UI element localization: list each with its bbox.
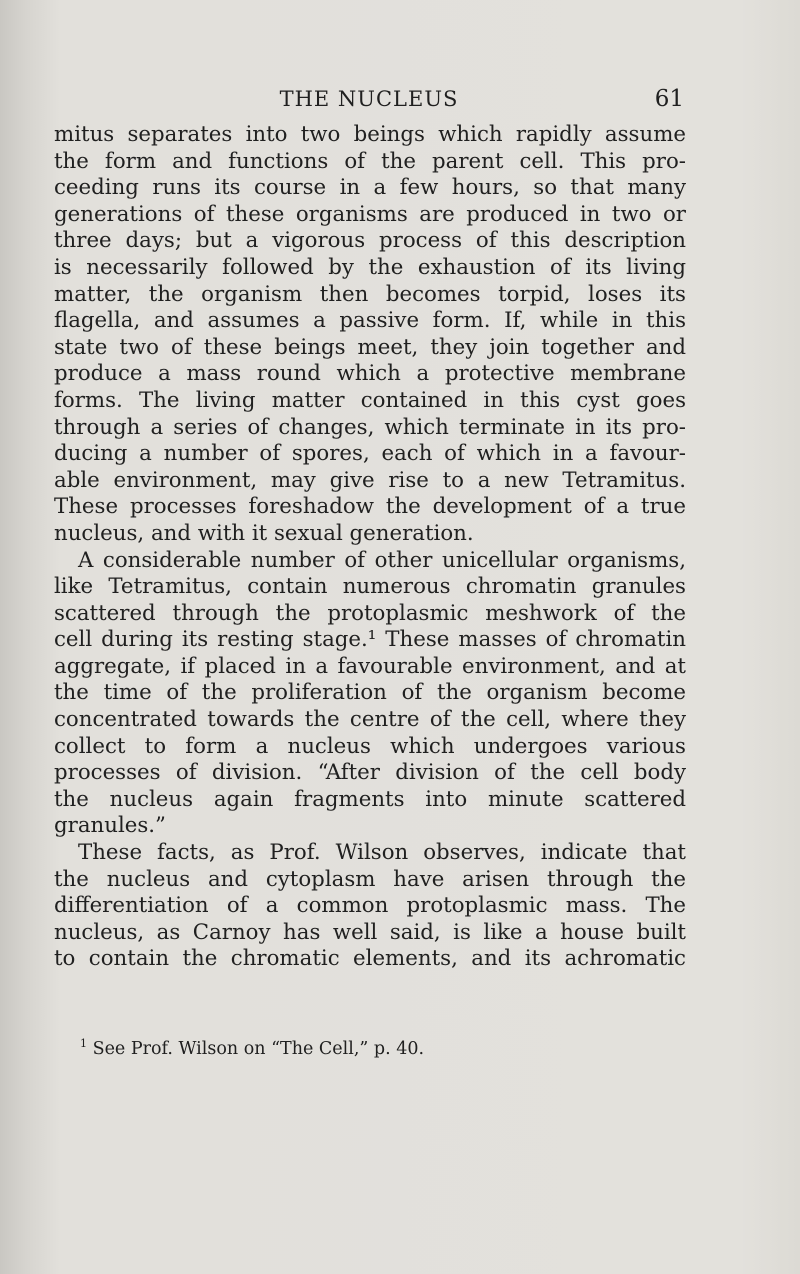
- text-line: forms. The living matter contained in this cyst goes: [54, 387, 686, 413]
- text-line: ducing a number of spores, each of which in a favour-: [54, 441, 686, 467]
- text-line: produce a mass round which a protective membrane: [54, 361, 686, 387]
- text-line: like Tetramitus, contain numerous chromatin granules: [54, 574, 686, 600]
- text-line: the form and functions of the parent cell. This pro-: [54, 148, 686, 174]
- paragraph-1: [54, 122, 686, 548]
- text-line: ceeding runs its course in a few hours, so that many: [54, 175, 686, 201]
- text-line: These facts, as Prof. Wilson observes, indicate that: [78, 840, 686, 866]
- text-line: able environment, may give rise to a new Tetramitus.: [54, 467, 686, 493]
- footnote: [80, 1033, 424, 1060]
- running-head: [54, 84, 684, 114]
- text-line: A considerable number of other unicellular organisms,: [78, 547, 686, 573]
- text-line: the time of the proliferation of the organism become: [54, 680, 686, 706]
- text-line: the nucleus and cytoplasm have arisen through the: [54, 866, 686, 892]
- footnote-marker: 1: [80, 1037, 87, 1050]
- footnote-text: See Prof. Wilson on “The Cell,” p. 40.: [92, 1038, 425, 1059]
- text-line: scattered through the protoplasmic meshwork of the: [54, 600, 686, 626]
- running-title: THE NUCLEUS: [279, 87, 459, 111]
- text-line: granules.”: [54, 813, 166, 839]
- text-line: state two of these beings meet, they join together and: [54, 334, 686, 360]
- text-line: is necessarily followed by the exhaustion of its living: [54, 254, 686, 280]
- body-text: [54, 122, 686, 973]
- text-line: matter, the organism then becomes torpid, loses its: [54, 281, 686, 307]
- text-line: nucleus, and with it sexual generation.: [54, 520, 474, 546]
- text-line: processes of division. “After division of the cell body: [54, 760, 686, 786]
- text-line: generations of these organisms are produced in two or: [54, 201, 686, 227]
- text-line: collect to form a nucleus which undergoes various: [54, 733, 686, 759]
- text-line: These processes foreshadow the development of a true: [54, 494, 686, 520]
- text-line: three days; but a vigorous process of this description: [54, 228, 686, 254]
- page-number: 61: [654, 86, 684, 112]
- text-line: concentrated towards the centre of the cell, where they: [54, 707, 686, 733]
- text-line: nucleus, as Carnoy has well said, is like a house built: [54, 919, 686, 945]
- text-line: flagella, and assumes a passive form. If, while in this: [54, 308, 686, 334]
- text-line: cell during its resting stage.¹ These masses of chromatin: [54, 627, 686, 653]
- text-line: mitus separates into two beings which rapidly assume: [54, 122, 686, 147]
- text-line: through a series of changes, which terminate in its pro-: [54, 414, 686, 440]
- text-line: the nucleus again fragments into minute scattered: [54, 786, 686, 812]
- paragraph-3: [54, 840, 686, 973]
- text-line: to contain the chromatic elements, and its achromatic: [54, 946, 686, 972]
- text-line: aggregate, if placed in a favourable environment, and at: [54, 653, 686, 679]
- text-line: differentiation of a common protoplasmic mass. The: [54, 893, 686, 919]
- paragraph-2: [54, 548, 686, 841]
